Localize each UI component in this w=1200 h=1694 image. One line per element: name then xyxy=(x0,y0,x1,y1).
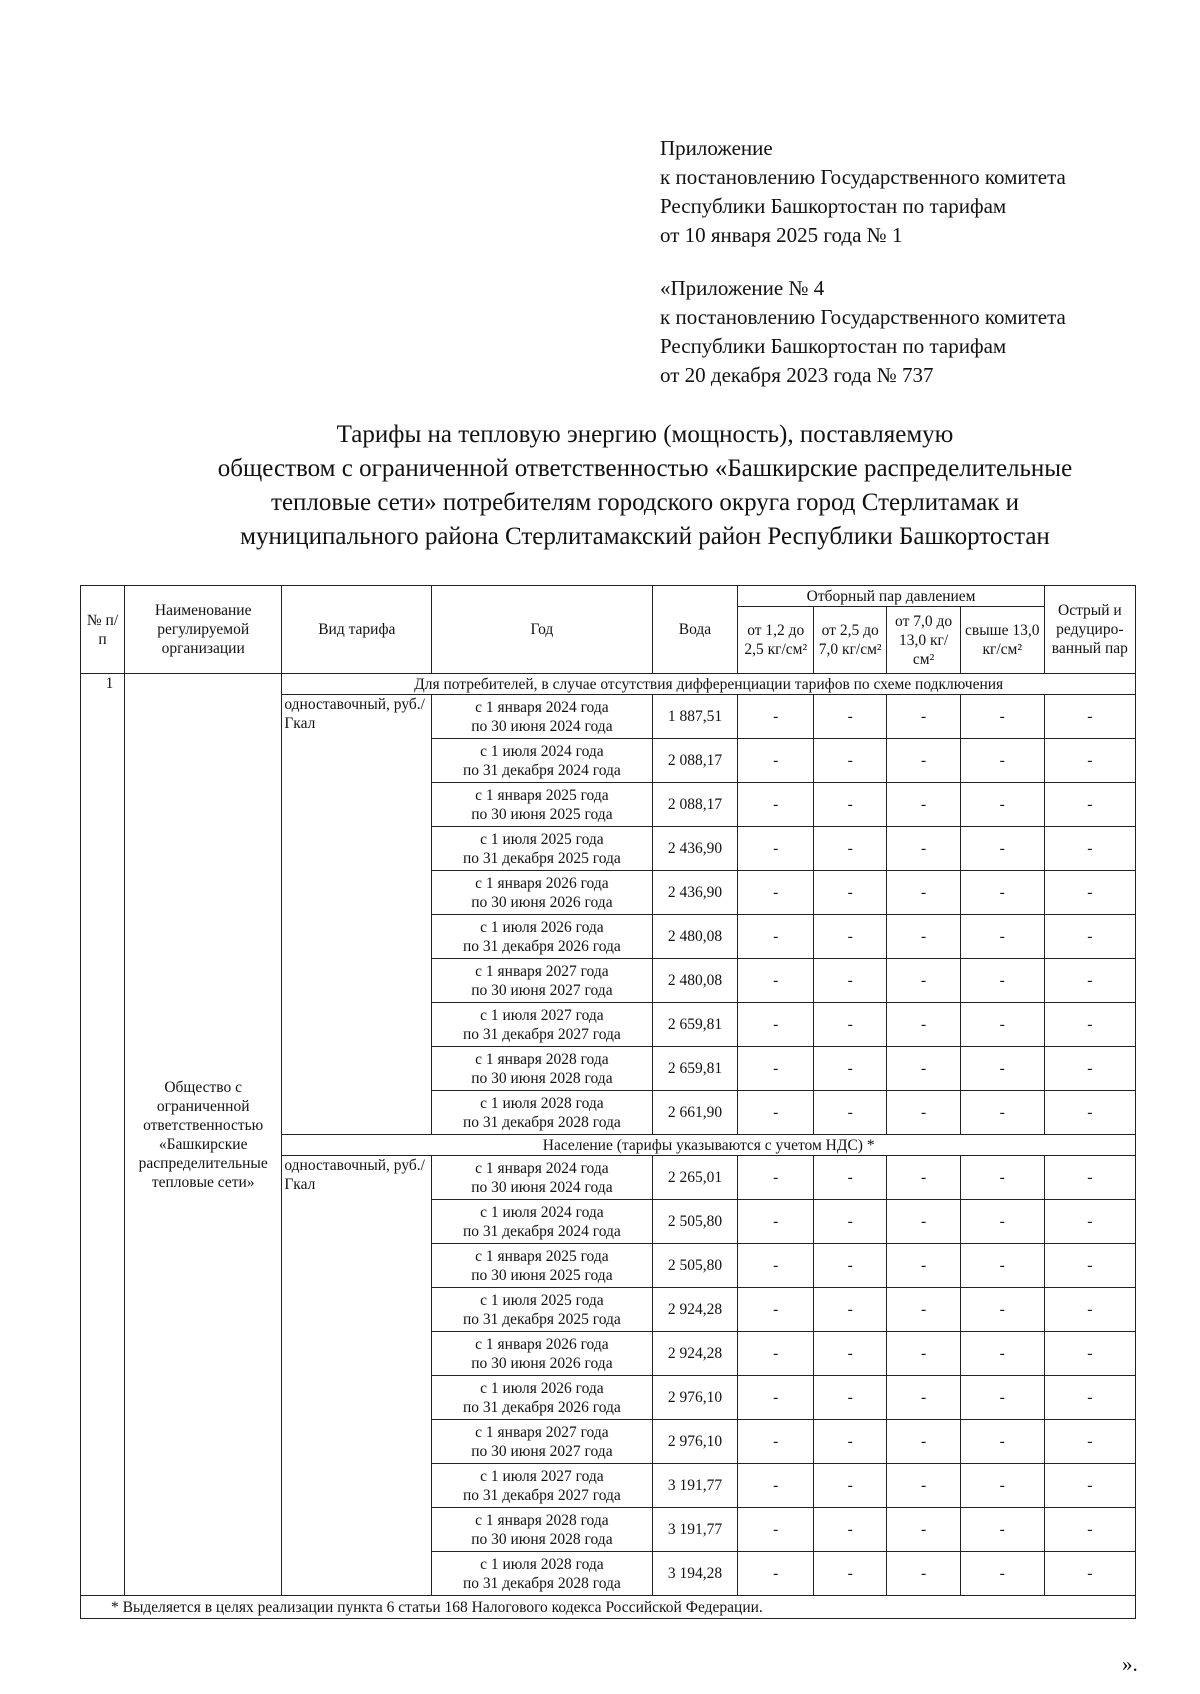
empty-value-dash: - xyxy=(960,695,1044,739)
empty-value-dash: - xyxy=(813,871,886,915)
period-from: с 1 января 2024 года xyxy=(475,698,609,716)
period-from: с 1 января 2025 года xyxy=(475,786,609,804)
empty-value-dash: - xyxy=(887,1156,960,1200)
period-to: по 31 декабря 2026 года xyxy=(462,937,621,955)
header-steam-2: от 2,5 до 7,0 кг/см² xyxy=(813,607,886,674)
empty-value-dash: - xyxy=(1044,1091,1135,1135)
empty-value-dash: - xyxy=(738,739,814,783)
empty-value-dash: - xyxy=(1044,1464,1135,1508)
empty-value-dash: - xyxy=(813,1156,886,1200)
empty-value-dash: - xyxy=(960,1288,1044,1332)
empty-value-dash: - xyxy=(1044,1288,1135,1332)
empty-value-dash: - xyxy=(813,1464,886,1508)
empty-value-dash: - xyxy=(887,1288,960,1332)
empty-value-dash: - xyxy=(738,1047,814,1091)
empty-value-dash: - xyxy=(738,1464,814,1508)
water-tariff: 3 194,28 xyxy=(652,1552,738,1596)
empty-value-dash: - xyxy=(813,1420,886,1464)
period-cell xyxy=(432,1376,652,1420)
header-year: Год xyxy=(432,586,652,674)
organization-name: Общество с ограниченной ответственностью «Башкирские распределительные тепловые сети» xyxy=(125,674,282,1596)
empty-value-dash: - xyxy=(1044,1376,1135,1420)
empty-value-dash: - xyxy=(1044,827,1135,871)
empty-value-dash: - xyxy=(887,1508,960,1552)
empty-value-dash: - xyxy=(960,1376,1044,1420)
period-to: по 31 декабря 2027 года xyxy=(462,1486,621,1504)
water-tariff: 2 976,10 xyxy=(652,1420,738,1464)
empty-value-dash: - xyxy=(1044,915,1135,959)
appendix-4-header-line: к постановлению Государственного комитета xyxy=(660,305,1066,329)
period-to: по 30 июня 2024 года xyxy=(471,1178,613,1196)
period-from: с 1 января 2026 года xyxy=(475,874,609,892)
water-tariff: 2 265,01 xyxy=(652,1156,738,1200)
water-tariff: 3 191,77 xyxy=(652,1464,738,1508)
empty-value-dash: - xyxy=(960,1332,1044,1376)
empty-value-dash: - xyxy=(1044,1332,1135,1376)
empty-value-dash: - xyxy=(813,1332,886,1376)
section-title: Население (тарифы указываются с учетом НДС) * xyxy=(282,1135,1136,1156)
empty-value-dash: - xyxy=(887,1003,960,1047)
empty-value-dash: - xyxy=(960,1047,1044,1091)
appendix-4-header-line: «Приложение № 4 xyxy=(660,276,825,300)
empty-value-dash: - xyxy=(813,1244,886,1288)
empty-value-dash: - xyxy=(887,1091,960,1135)
empty-value-dash: - xyxy=(887,915,960,959)
empty-value-dash: - xyxy=(738,1508,814,1552)
empty-value-dash: - xyxy=(960,1156,1044,1200)
empty-value-dash: - xyxy=(738,1003,814,1047)
empty-value-dash: - xyxy=(813,1003,886,1047)
period-to: по 30 июня 2025 года xyxy=(471,805,613,823)
tariff-table xyxy=(80,585,1136,1619)
water-tariff: 2 505,80 xyxy=(652,1244,738,1288)
section-title: Для потребителей, в случае отсутствия дифференциации тарифов по схеме подключения xyxy=(282,674,1136,695)
appendix-4-header xyxy=(660,274,1066,390)
period-to: по 30 июня 2028 года xyxy=(471,1530,613,1548)
period-cell xyxy=(432,1200,652,1244)
tariff-type: одноставочный, руб./Гкал xyxy=(282,1156,432,1596)
empty-value-dash: - xyxy=(887,695,960,739)
empty-value-dash: - xyxy=(960,1464,1044,1508)
empty-value-dash: - xyxy=(1044,1508,1135,1552)
header-num: № п/п xyxy=(81,586,125,674)
empty-value-dash: - xyxy=(1044,1047,1135,1091)
footnote-row xyxy=(81,1596,1136,1619)
appendix-4-header-line: от 20 декабря 2023 года № 737 xyxy=(660,363,934,387)
water-tariff: 2 659,81 xyxy=(652,1003,738,1047)
empty-value-dash: - xyxy=(887,1464,960,1508)
period-from: с 1 июля 2024 года xyxy=(480,742,604,760)
period-to: по 31 декабря 2028 года xyxy=(462,1574,621,1592)
empty-value-dash: - xyxy=(813,1552,886,1596)
empty-value-dash: - xyxy=(1044,1003,1135,1047)
empty-value-dash: - xyxy=(813,1091,886,1135)
empty-value-dash: - xyxy=(738,1156,814,1200)
period-from: с 1 июля 2028 года xyxy=(480,1555,604,1573)
header-sharp-steam: Острый и редуциро-ванный пар xyxy=(1044,586,1135,674)
empty-value-dash: - xyxy=(813,915,886,959)
period-from: с 1 июля 2027 года xyxy=(480,1006,604,1024)
period-from: с 1 июля 2025 года xyxy=(480,1291,604,1309)
empty-value-dash: - xyxy=(813,959,886,1003)
period-to: по 31 декабря 2028 года xyxy=(462,1113,621,1131)
header-steam-1: от 1,2 до 2,5 кг/см² xyxy=(738,607,814,674)
period-from: с 1 января 2027 года xyxy=(475,962,609,980)
period-to: по 31 декабря 2027 года xyxy=(462,1025,621,1043)
water-tariff: 2 659,81 xyxy=(652,1047,738,1091)
empty-value-dash: - xyxy=(1044,1200,1135,1244)
water-tariff: 2 505,80 xyxy=(652,1200,738,1244)
period-to: по 31 декабря 2025 года xyxy=(462,849,621,867)
period-cell xyxy=(432,739,652,783)
period-to: по 30 июня 2028 года xyxy=(471,1069,613,1087)
period-from: с 1 июля 2024 года xyxy=(480,1203,604,1221)
empty-value-dash: - xyxy=(813,695,886,739)
period-to: по 30 июня 2027 года xyxy=(471,981,613,999)
period-from: с 1 июля 2026 года xyxy=(480,918,604,936)
water-tariff: 2 436,90 xyxy=(652,827,738,871)
period-cell xyxy=(432,871,652,915)
empty-value-dash: - xyxy=(738,959,814,1003)
period-cell xyxy=(432,1003,652,1047)
empty-value-dash: - xyxy=(1044,695,1135,739)
period-to: по 31 декабря 2024 года xyxy=(462,1222,621,1240)
empty-value-dash: - xyxy=(960,1091,1044,1135)
empty-value-dash: - xyxy=(1044,871,1135,915)
period-to: по 30 июня 2026 года xyxy=(471,1354,613,1372)
water-tariff: 2 480,08 xyxy=(652,959,738,1003)
period-cell xyxy=(432,915,652,959)
empty-value-dash: - xyxy=(738,783,814,827)
empty-value-dash: - xyxy=(960,1508,1044,1552)
water-tariff: 2 088,17 xyxy=(652,739,738,783)
section-row xyxy=(81,674,1136,695)
period-from: с 1 июля 2025 года xyxy=(480,830,604,848)
empty-value-dash: - xyxy=(813,783,886,827)
period-from: с 1 января 2027 года xyxy=(475,1423,609,1441)
empty-value-dash: - xyxy=(813,1508,886,1552)
empty-value-dash: - xyxy=(960,1552,1044,1596)
empty-value-dash: - xyxy=(960,959,1044,1003)
water-tariff: 2 924,28 xyxy=(652,1332,738,1376)
period-from: с 1 июля 2026 года xyxy=(480,1379,604,1397)
header-steam-group: Отборный пар давлением xyxy=(738,586,1044,607)
tariff-type: одноставочный, руб./Гкал xyxy=(282,695,432,1135)
empty-value-dash: - xyxy=(887,1200,960,1244)
period-to: по 31 декабря 2025 года xyxy=(462,1310,621,1328)
empty-value-dash: - xyxy=(738,1244,814,1288)
empty-value-dash: - xyxy=(887,1376,960,1420)
period-cell xyxy=(432,695,652,739)
empty-value-dash: - xyxy=(1044,959,1135,1003)
header-steam-3: от 7,0 до 13,0 кг/см² xyxy=(887,607,960,674)
header-organization: Наименование регулируемой организации xyxy=(125,586,282,674)
water-tariff: 2 480,08 xyxy=(652,915,738,959)
empty-value-dash: - xyxy=(1044,1420,1135,1464)
period-from: с 1 июля 2027 года xyxy=(480,1467,604,1485)
period-cell xyxy=(432,827,652,871)
title-line: тепловые сети» потребителям городского округа город Стерлитамак и xyxy=(271,489,1019,516)
period-from: с 1 января 2024 года xyxy=(475,1159,609,1177)
empty-value-dash: - xyxy=(887,1420,960,1464)
period-cell xyxy=(432,1288,652,1332)
empty-value-dash: - xyxy=(813,1047,886,1091)
water-tariff: 1 887,51 xyxy=(652,695,738,739)
title-line: Тарифы на тепловую энергию (мощность), поставляемую xyxy=(336,421,954,448)
title-line: обществом с ограниченной ответственностью «Башкирские распределительные xyxy=(217,455,1073,482)
empty-value-dash: - xyxy=(960,739,1044,783)
empty-value-dash: - xyxy=(738,915,814,959)
empty-value-dash: - xyxy=(887,1244,960,1288)
row-number: 1 xyxy=(81,674,125,1596)
footnote: * Выделяется в целях реализации пункта 6 статьи 168 Налогового кодекса Российской Федерации. xyxy=(81,1596,1136,1619)
water-tariff: 2 661,90 xyxy=(652,1091,738,1135)
appendix-header-line: от 10 января 2025 года № 1 xyxy=(660,223,903,247)
empty-value-dash: - xyxy=(738,695,814,739)
period-cell xyxy=(432,1508,652,1552)
appendix-header-line: Приложение xyxy=(660,136,773,160)
period-from: с 1 января 2028 года xyxy=(475,1050,609,1068)
empty-value-dash: - xyxy=(813,1376,886,1420)
period-cell xyxy=(432,1244,652,1288)
empty-value-dash: - xyxy=(960,1003,1044,1047)
period-to: по 31 декабря 2026 года xyxy=(462,1398,621,1416)
empty-value-dash: - xyxy=(1044,1244,1135,1288)
appendix-header xyxy=(660,134,1066,250)
empty-value-dash: - xyxy=(738,827,814,871)
period-from: с 1 января 2025 года xyxy=(475,1247,609,1265)
period-cell xyxy=(432,1156,652,1200)
period-from: с 1 января 2028 года xyxy=(475,1511,609,1529)
empty-value-dash: - xyxy=(960,1244,1044,1288)
empty-value-dash: - xyxy=(813,827,886,871)
empty-value-dash: - xyxy=(960,1420,1044,1464)
water-tariff: 2 924,28 xyxy=(652,1288,738,1332)
empty-value-dash: - xyxy=(1044,1552,1135,1596)
empty-value-dash: - xyxy=(813,739,886,783)
water-tariff: 2 436,90 xyxy=(652,871,738,915)
empty-value-dash: - xyxy=(1044,783,1135,827)
period-to: по 30 июня 2027 года xyxy=(471,1442,613,1460)
period-to: по 30 июня 2025 года xyxy=(471,1266,613,1284)
empty-value-dash: - xyxy=(887,871,960,915)
period-cell xyxy=(432,1047,652,1091)
header-water: Вода xyxy=(652,586,738,674)
period-cell xyxy=(432,1464,652,1508)
water-tariff: 3 191,77 xyxy=(652,1508,738,1552)
empty-value-dash: - xyxy=(887,739,960,783)
empty-value-dash: - xyxy=(960,827,1044,871)
empty-value-dash: - xyxy=(960,915,1044,959)
empty-value-dash: - xyxy=(887,959,960,1003)
empty-value-dash: - xyxy=(738,1288,814,1332)
empty-value-dash: - xyxy=(887,1552,960,1596)
period-to: по 30 июня 2026 года xyxy=(471,893,613,911)
empty-value-dash: - xyxy=(960,783,1044,827)
period-to: по 31 декабря 2024 года xyxy=(462,761,621,779)
appendix-header-line: Республики Башкортостан по тарифам xyxy=(660,194,1007,218)
period-from: с 1 июля 2028 года xyxy=(480,1094,604,1112)
empty-value-dash: - xyxy=(960,871,1044,915)
empty-value-dash: - xyxy=(738,1376,814,1420)
water-tariff: 2 976,10 xyxy=(652,1376,738,1420)
period-to: по 30 июня 2024 года xyxy=(471,717,613,735)
empty-value-dash: - xyxy=(960,1200,1044,1244)
title-line: муниципального района Стерлитамакский район Республики Башкортостан xyxy=(240,523,1050,550)
empty-value-dash: - xyxy=(738,1091,814,1135)
empty-value-dash: - xyxy=(738,1200,814,1244)
empty-value-dash: - xyxy=(738,1332,814,1376)
header-tariff-type: Вид тарифа xyxy=(282,586,432,674)
header-steam-4: свыше 13,0 кг/см² xyxy=(960,607,1044,674)
empty-value-dash: - xyxy=(887,1332,960,1376)
period-cell xyxy=(432,959,652,1003)
empty-value-dash: - xyxy=(887,783,960,827)
period-cell xyxy=(432,1332,652,1376)
empty-value-dash: - xyxy=(1044,1156,1135,1200)
empty-value-dash: - xyxy=(738,871,814,915)
empty-value-dash: - xyxy=(813,1200,886,1244)
closing-quote: ». xyxy=(1122,1652,1138,1676)
empty-value-dash: - xyxy=(738,1552,814,1596)
period-cell xyxy=(432,783,652,827)
period-cell xyxy=(432,1091,652,1135)
empty-value-dash: - xyxy=(1044,739,1135,783)
empty-value-dash: - xyxy=(887,827,960,871)
appendix-header-line: к постановлению Государственного комитета xyxy=(660,165,1066,189)
period-cell xyxy=(432,1552,652,1596)
period-cell xyxy=(432,1420,652,1464)
appendix-4-header-line: Республики Башкортостан по тарифам xyxy=(660,334,1007,358)
water-tariff: 2 088,17 xyxy=(652,783,738,827)
empty-value-dash: - xyxy=(738,1420,814,1464)
period-from: с 1 января 2026 года xyxy=(475,1335,609,1353)
empty-value-dash: - xyxy=(887,1047,960,1091)
empty-value-dash: - xyxy=(813,1288,886,1332)
document-title xyxy=(150,418,1140,554)
